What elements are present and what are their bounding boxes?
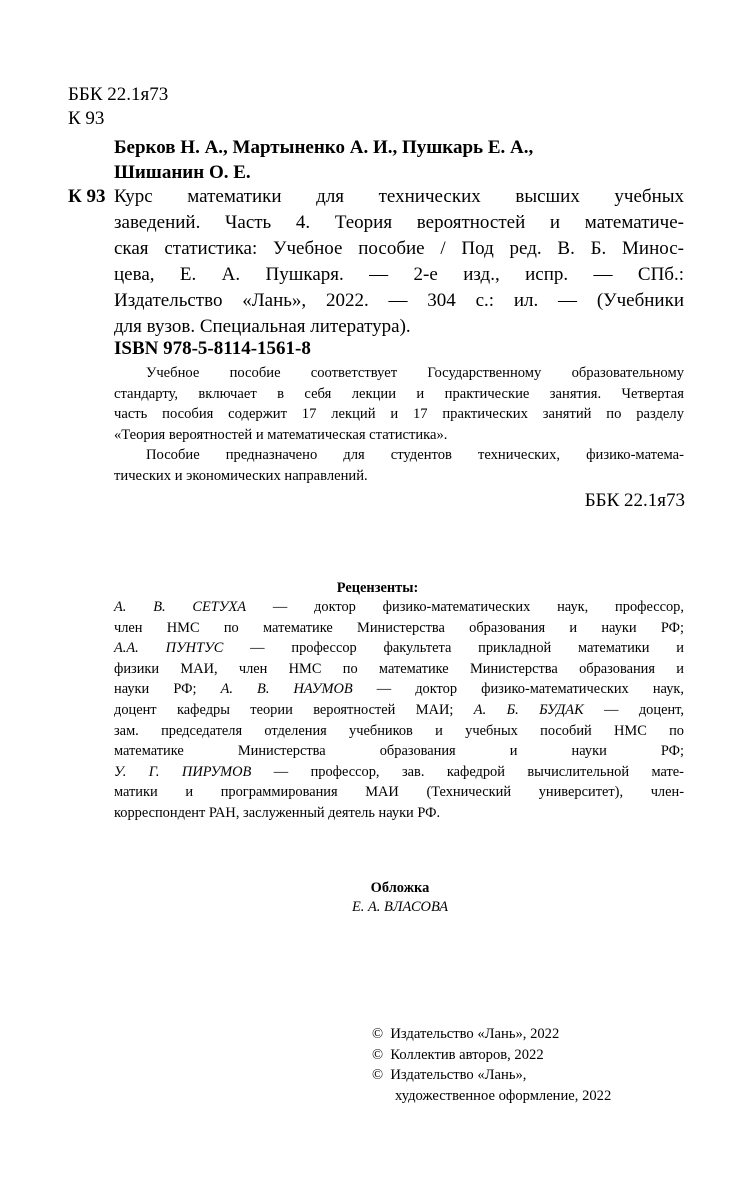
reviewers-line: член НМС по математике Министерства образования и науки РФ; bbox=[114, 619, 684, 636]
reviewers-line: корреспондент РАН, заслуженный деятель науки РФ. bbox=[114, 804, 441, 821]
reviewers-line bbox=[114, 700, 684, 721]
bbk-code: ББК 22.1я73 bbox=[68, 84, 169, 105]
copyright-icon: © bbox=[372, 1026, 384, 1042]
catalog-line: Курс математики для технических высших учебных bbox=[114, 186, 684, 207]
catalog-entry bbox=[114, 184, 684, 340]
annotation-line: тических и экономических направлений. bbox=[114, 467, 368, 484]
catalog-line: заведений. Часть 4. Теория вероятностей и математиче- bbox=[114, 212, 684, 233]
annotation-line: Пособие предназначено для студентов технических, физико-матема- bbox=[146, 447, 684, 464]
authors-line-2: Шишанин О. Е. bbox=[114, 162, 251, 183]
catalog-sign: К 93 bbox=[68, 186, 106, 207]
annotation-line: Учебное пособие соответствует Государственному образовательному bbox=[146, 365, 684, 381]
reviewer-text: науки РФ; bbox=[114, 681, 221, 698]
reviewer-text: — доктор физико-математических наук, bbox=[352, 681, 684, 698]
copyright-line bbox=[372, 1065, 702, 1086]
catalog-line: ская статистика: Учебное пособие / Под ред. В. Б. Минос- bbox=[114, 238, 684, 259]
cover-artist: Е. А. ВЛАСОВА bbox=[352, 899, 448, 915]
reviewer-name: А.А. ПУНТУС bbox=[114, 640, 224, 657]
isbn: ISBN 978-5-8114-1561-8 bbox=[114, 338, 311, 359]
copyright-block bbox=[372, 1024, 702, 1106]
reviewers-heading: Рецензенты: bbox=[336, 580, 419, 596]
annotation bbox=[114, 363, 684, 487]
reviewers-line: физики МАИ, член НМС по математике Министерства образования и bbox=[114, 660, 684, 677]
reviewer-name: А. В. НАУМОВ bbox=[220, 681, 353, 698]
copyright-text: Коллектив авторов, 2022 bbox=[390, 1046, 544, 1063]
copyright-line bbox=[372, 1045, 702, 1066]
annotation-line: стандарту, включает в себя лекции и практические занятия. Четвертая bbox=[114, 385, 684, 402]
copyright-text: Издательство «Лань», bbox=[390, 1067, 527, 1084]
reviewers-line bbox=[114, 597, 684, 618]
reviewer-text: — доцент, bbox=[583, 701, 684, 718]
catalog-line: Издательство «Лань», 2022. — 304 с.: ил. — (Учебники bbox=[114, 290, 684, 311]
reviewers-line bbox=[114, 679, 684, 700]
cover-heading: Обложка bbox=[370, 880, 430, 896]
catalog-line: цева, Е. А. Пушкаря. — 2-е изд., испр. — СПб.: bbox=[114, 264, 684, 285]
reviewers-list bbox=[114, 597, 684, 824]
bbk-code-bottom: ББК 22.1я73 bbox=[584, 490, 685, 511]
copyright-text: Издательство «Лань», 2022 bbox=[390, 1026, 560, 1042]
author-sign: К 93 bbox=[68, 108, 105, 129]
reviewer-text: доцент кафедры теории вероятностей МАИ; bbox=[114, 701, 474, 718]
reviewers-line bbox=[114, 638, 684, 659]
annotation-line: часть пособия содержит 17 лекций и 17 практических занятий по разделу bbox=[114, 406, 684, 423]
copyright-icon: © bbox=[372, 1067, 384, 1084]
reviewer-name: А. Б. БУДАК bbox=[473, 701, 584, 718]
catalog-line: для вузов. Специальная литература). bbox=[114, 316, 411, 337]
copyright-icon: © bbox=[372, 1046, 384, 1063]
reviewers-line: зам. председателя отделения учебников и учебных пособий НМС по bbox=[114, 722, 684, 739]
annotation-line: «Теория вероятностей и математическая статистика». bbox=[114, 426, 448, 443]
copyright-line bbox=[372, 1024, 702, 1045]
reviewer-text: — доктор физико-математических наук, профессор, bbox=[246, 599, 684, 615]
reviewer-text: — профессор, зав. кафедрой вычислительной мате- bbox=[251, 763, 684, 780]
reviewers-line: математике Министерства образования и науки РФ; bbox=[114, 743, 684, 760]
reviewers-line bbox=[114, 762, 684, 783]
reviewer-name: А. В. СЕТУХА bbox=[114, 599, 247, 615]
copyright-line: художественное оформление, 2022 bbox=[395, 1087, 612, 1104]
authors-line-1: Берков Н. А., Мартыненко А. И., Пушкарь Е. А., bbox=[114, 137, 534, 158]
reviewer-text: — профессор факультета прикладной математики и bbox=[223, 640, 684, 657]
reviewer-name: У. Г. ПИРУМОВ bbox=[114, 763, 252, 780]
reviewers-line: матики и программирования МАИ (Технический университет), член- bbox=[114, 784, 684, 801]
